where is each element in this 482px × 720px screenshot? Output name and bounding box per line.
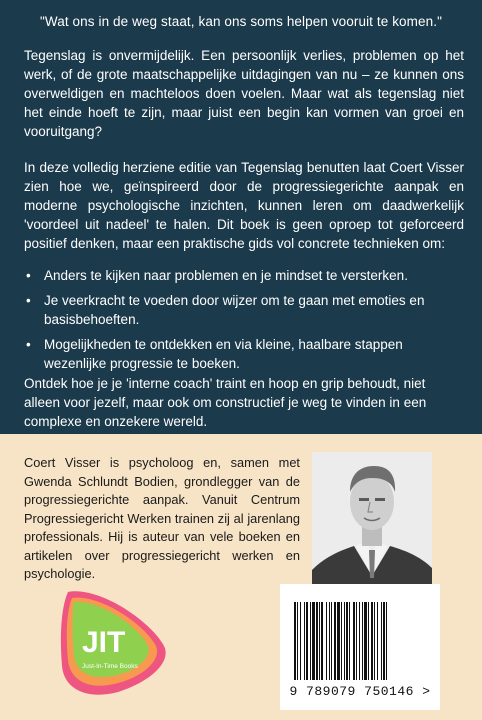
bullet-icon: • bbox=[26, 268, 31, 283]
tagline-quote: "Wat ons in de weg staat, kan ons soms helpen vooruit te komen." bbox=[40, 14, 442, 29]
technique-list bbox=[24, 266, 464, 379]
barcode-bars bbox=[292, 602, 428, 680]
closing-paragraph: Ontdek hoe je je 'interne coach' traint en hoop en grip behoudt, niet alleen voor jezelf, maar ook om constructief je weg te vinden in een complexe en onzekere wereld. bbox=[24, 376, 427, 429]
bullet-icon: • bbox=[26, 337, 31, 352]
barcode-number: 9 789079 750146 > bbox=[289, 684, 431, 699]
intro-paragraph: Tegenslag is onvermijdelijk. Een persoonlijk verlies, problemen op het werk, of de grote maatschappelijke uitdagingen van nu – ze kunnen ons overweldigen en machteloos doen voelen. Maar wat als tegenslag niet het einde hoeft te zijn, maar juist een begin kan vormen van groei en vooruitgang? bbox=[24, 48, 464, 139]
logo-text: JIT bbox=[82, 626, 126, 659]
list-item: • Anders te kijken naar problemen en je mindset te versterken. bbox=[26, 268, 408, 283]
logo-subtitle: Just-In-Time Books bbox=[82, 663, 138, 670]
author-photo bbox=[312, 452, 432, 586]
author-bio: Coert Visser is psycholoog en, samen met Gwenda Schlundt Bodien, grondlegger van de progressiegerichte aanpak. Vanuit Centrum Progressiegericht Werken trainen zij al jarenlang professionals. Hij is auteur van vele boeken en artikelen over progressiegericht werken en psychologie. bbox=[24, 455, 300, 581]
isbn-barcode bbox=[280, 584, 440, 710]
bullet-icon: • bbox=[26, 293, 31, 308]
list-item: • Je veerkracht te voeden door wijzer om te gaan met emoties en basisbehoeften. bbox=[26, 293, 425, 327]
publisher-logo bbox=[54, 582, 174, 702]
list-item: • Mogelijkheden te ontdekken en via kleine, haalbare stappen wezenlijke progressie te boeken. bbox=[26, 337, 403, 371]
author-panel bbox=[0, 434, 482, 720]
description-paragraph: In deze volledig herziene editie van Tegenslag benutten laat Coert Visser zien hoe we, geïnspireerd door de progressiegerichte aanpak en moderne psychologische inzichten, kunnen leren om daadwerkelijk 'voordeel uit nadeel' te halen. Dit boek is geen oproep tot geforceerd positief denken, maar een praktische gids vol concrete technieken om: bbox=[24, 160, 464, 251]
